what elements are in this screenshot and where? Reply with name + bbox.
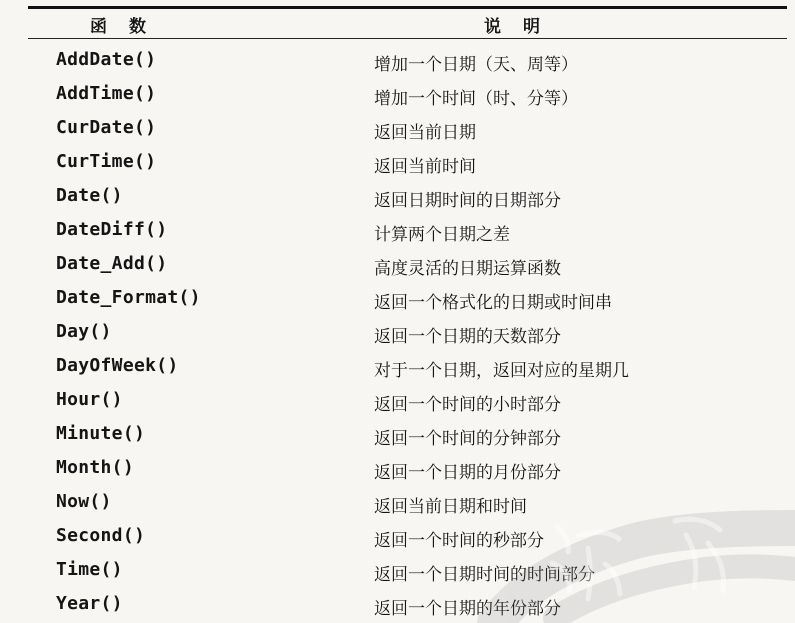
table-row <box>0 111 795 145</box>
table-row <box>0 519 795 553</box>
table-header <box>0 8 795 36</box>
function-description: 返回一个时间的小时部分 <box>374 395 561 415</box>
function-description: 返回当前日期 <box>374 123 476 143</box>
function-name: Second() <box>56 525 146 546</box>
table-row <box>0 553 795 587</box>
function-name: Month() <box>56 457 134 478</box>
function-description: 增加一个时间（时、分等） <box>374 89 578 109</box>
function-name: Hour() <box>56 389 123 410</box>
function-description: 增加一个日期（天、周等） <box>374 55 578 75</box>
table-row <box>0 77 795 111</box>
function-name: Now() <box>56 491 112 512</box>
table-row <box>0 281 795 315</box>
table-row <box>0 145 795 179</box>
function-name: Time() <box>56 559 123 580</box>
function-description: 返回当前日期和时间 <box>374 497 527 517</box>
table-row <box>0 349 795 383</box>
table-row <box>0 43 795 77</box>
table-row <box>0 485 795 519</box>
table-row <box>0 213 795 247</box>
function-description: 对于一个日期，返回对应的星期几 <box>374 361 629 381</box>
function-description: 返回日期时间的日期部分 <box>374 191 561 211</box>
function-description: 返回一个日期的月份部分 <box>374 463 561 483</box>
table-row <box>0 417 795 451</box>
function-description: 返回当前时间 <box>374 157 476 177</box>
function-description: 返回一个日期时间的时间部分 <box>374 565 595 585</box>
function-name: DayOfWeek() <box>56 355 179 376</box>
function-name: CurDate() <box>56 117 157 138</box>
function-name: Date_Format() <box>56 287 201 308</box>
table-row <box>0 451 795 485</box>
table-row <box>0 587 795 621</box>
function-description: 返回一个日期的天数部分 <box>374 327 561 347</box>
function-name: Minute() <box>56 423 146 444</box>
function-description: 返回一个日期的年份部分 <box>374 599 561 619</box>
table-body <box>0 43 795 621</box>
function-description: 高度灵活的日期运算函数 <box>374 259 561 279</box>
function-name: Day() <box>56 321 112 342</box>
table-row <box>0 315 795 349</box>
function-name: AddDate() <box>56 49 157 70</box>
function-description: 返回一个时间的分钟部分 <box>374 429 561 449</box>
header-description: 说明 <box>484 17 562 37</box>
table-row <box>0 247 795 281</box>
table-row <box>0 179 795 213</box>
function-description: 返回一个格式化的日期或时间串 <box>374 293 612 313</box>
header-function: 函数 <box>90 17 168 37</box>
function-name: Date_Add() <box>56 253 168 274</box>
table-row <box>0 383 795 417</box>
function-name: DateDiff() <box>56 219 168 240</box>
table-header-rule <box>28 38 787 39</box>
function-name: Year() <box>56 593 123 614</box>
function-name: Date() <box>56 185 123 206</box>
function-name: CurTime() <box>56 151 157 172</box>
function-name: AddTime() <box>56 83 157 104</box>
function-description: 计算两个日期之差 <box>374 225 510 245</box>
function-description: 返回一个时间的秒部分 <box>374 531 544 551</box>
